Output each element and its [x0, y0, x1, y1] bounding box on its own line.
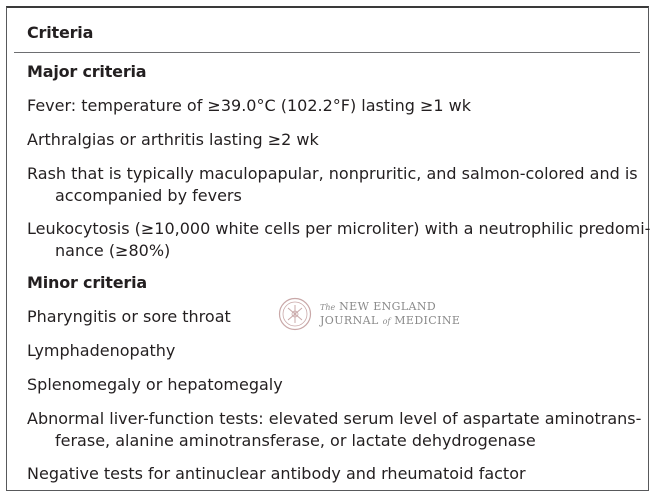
nejm-watermark — [278, 296, 460, 332]
watermark-the: The — [320, 303, 336, 312]
watermark-text — [320, 300, 460, 328]
criterion-text-continued: ferase, alanine aminotransferase, or lactate dehydrogenase — [55, 431, 536, 450]
nejm-seal-icon — [278, 297, 312, 331]
watermark-of: of — [382, 317, 391, 326]
criteria-table — [6, 6, 649, 491]
table-header: Criteria — [27, 23, 94, 42]
criterion-text-continued: accompanied by fevers — [55, 186, 242, 205]
minor-criterion-splenomegaly — [27, 374, 630, 396]
watermark-journal: JOURNAL — [320, 314, 379, 327]
criterion-text: Abnormal liver-function tests: elevated serum level of aspartate aminotrans- — [27, 409, 642, 428]
criterion-text-continued: nance (≥80%) — [55, 241, 171, 260]
watermark-line-1 — [320, 300, 460, 314]
major-criterion-leukocytosis — [27, 218, 651, 262]
criterion-text: Negative tests for antinuclear antibody and rheumatoid factor — [27, 464, 526, 483]
criterion-text: Leukocytosis (≥10,000 white cells per microliter) with a neutrophilic predomi- — [27, 219, 651, 238]
minor-criterion-lymphadenopathy — [27, 340, 630, 362]
major-criterion-rash — [27, 163, 638, 207]
criterion-text: Fever: temperature of ≥39.0°C (102.2°F) lasting ≥1 wk — [27, 96, 471, 115]
minor-criteria-heading: Minor criteria — [27, 273, 147, 292]
criterion-text: Lymphadenopathy — [27, 341, 176, 360]
major-criterion-fever — [27, 95, 630, 117]
major-criterion-arthralgia — [27, 129, 630, 151]
watermark-new-england: NEW ENGLAND — [339, 300, 437, 313]
criterion-text: Pharyngitis or sore throat — [27, 307, 231, 326]
major-criteria-heading: Major criteria — [27, 62, 147, 81]
watermark-line-2 — [320, 314, 460, 328]
criterion-text: Splenomegaly or hepatomegaly — [27, 375, 283, 394]
criterion-text: Arthralgias or arthritis lasting ≥2 wk — [27, 130, 319, 149]
watermark-medicine: MEDICINE — [394, 314, 461, 327]
minor-criterion-liver-function — [27, 408, 642, 452]
criterion-text: Rash that is typically maculopapular, nonpruritic, and salmon-colored and is — [27, 164, 638, 183]
header-divider — [14, 52, 640, 53]
minor-criterion-negative-tests — [27, 463, 630, 485]
